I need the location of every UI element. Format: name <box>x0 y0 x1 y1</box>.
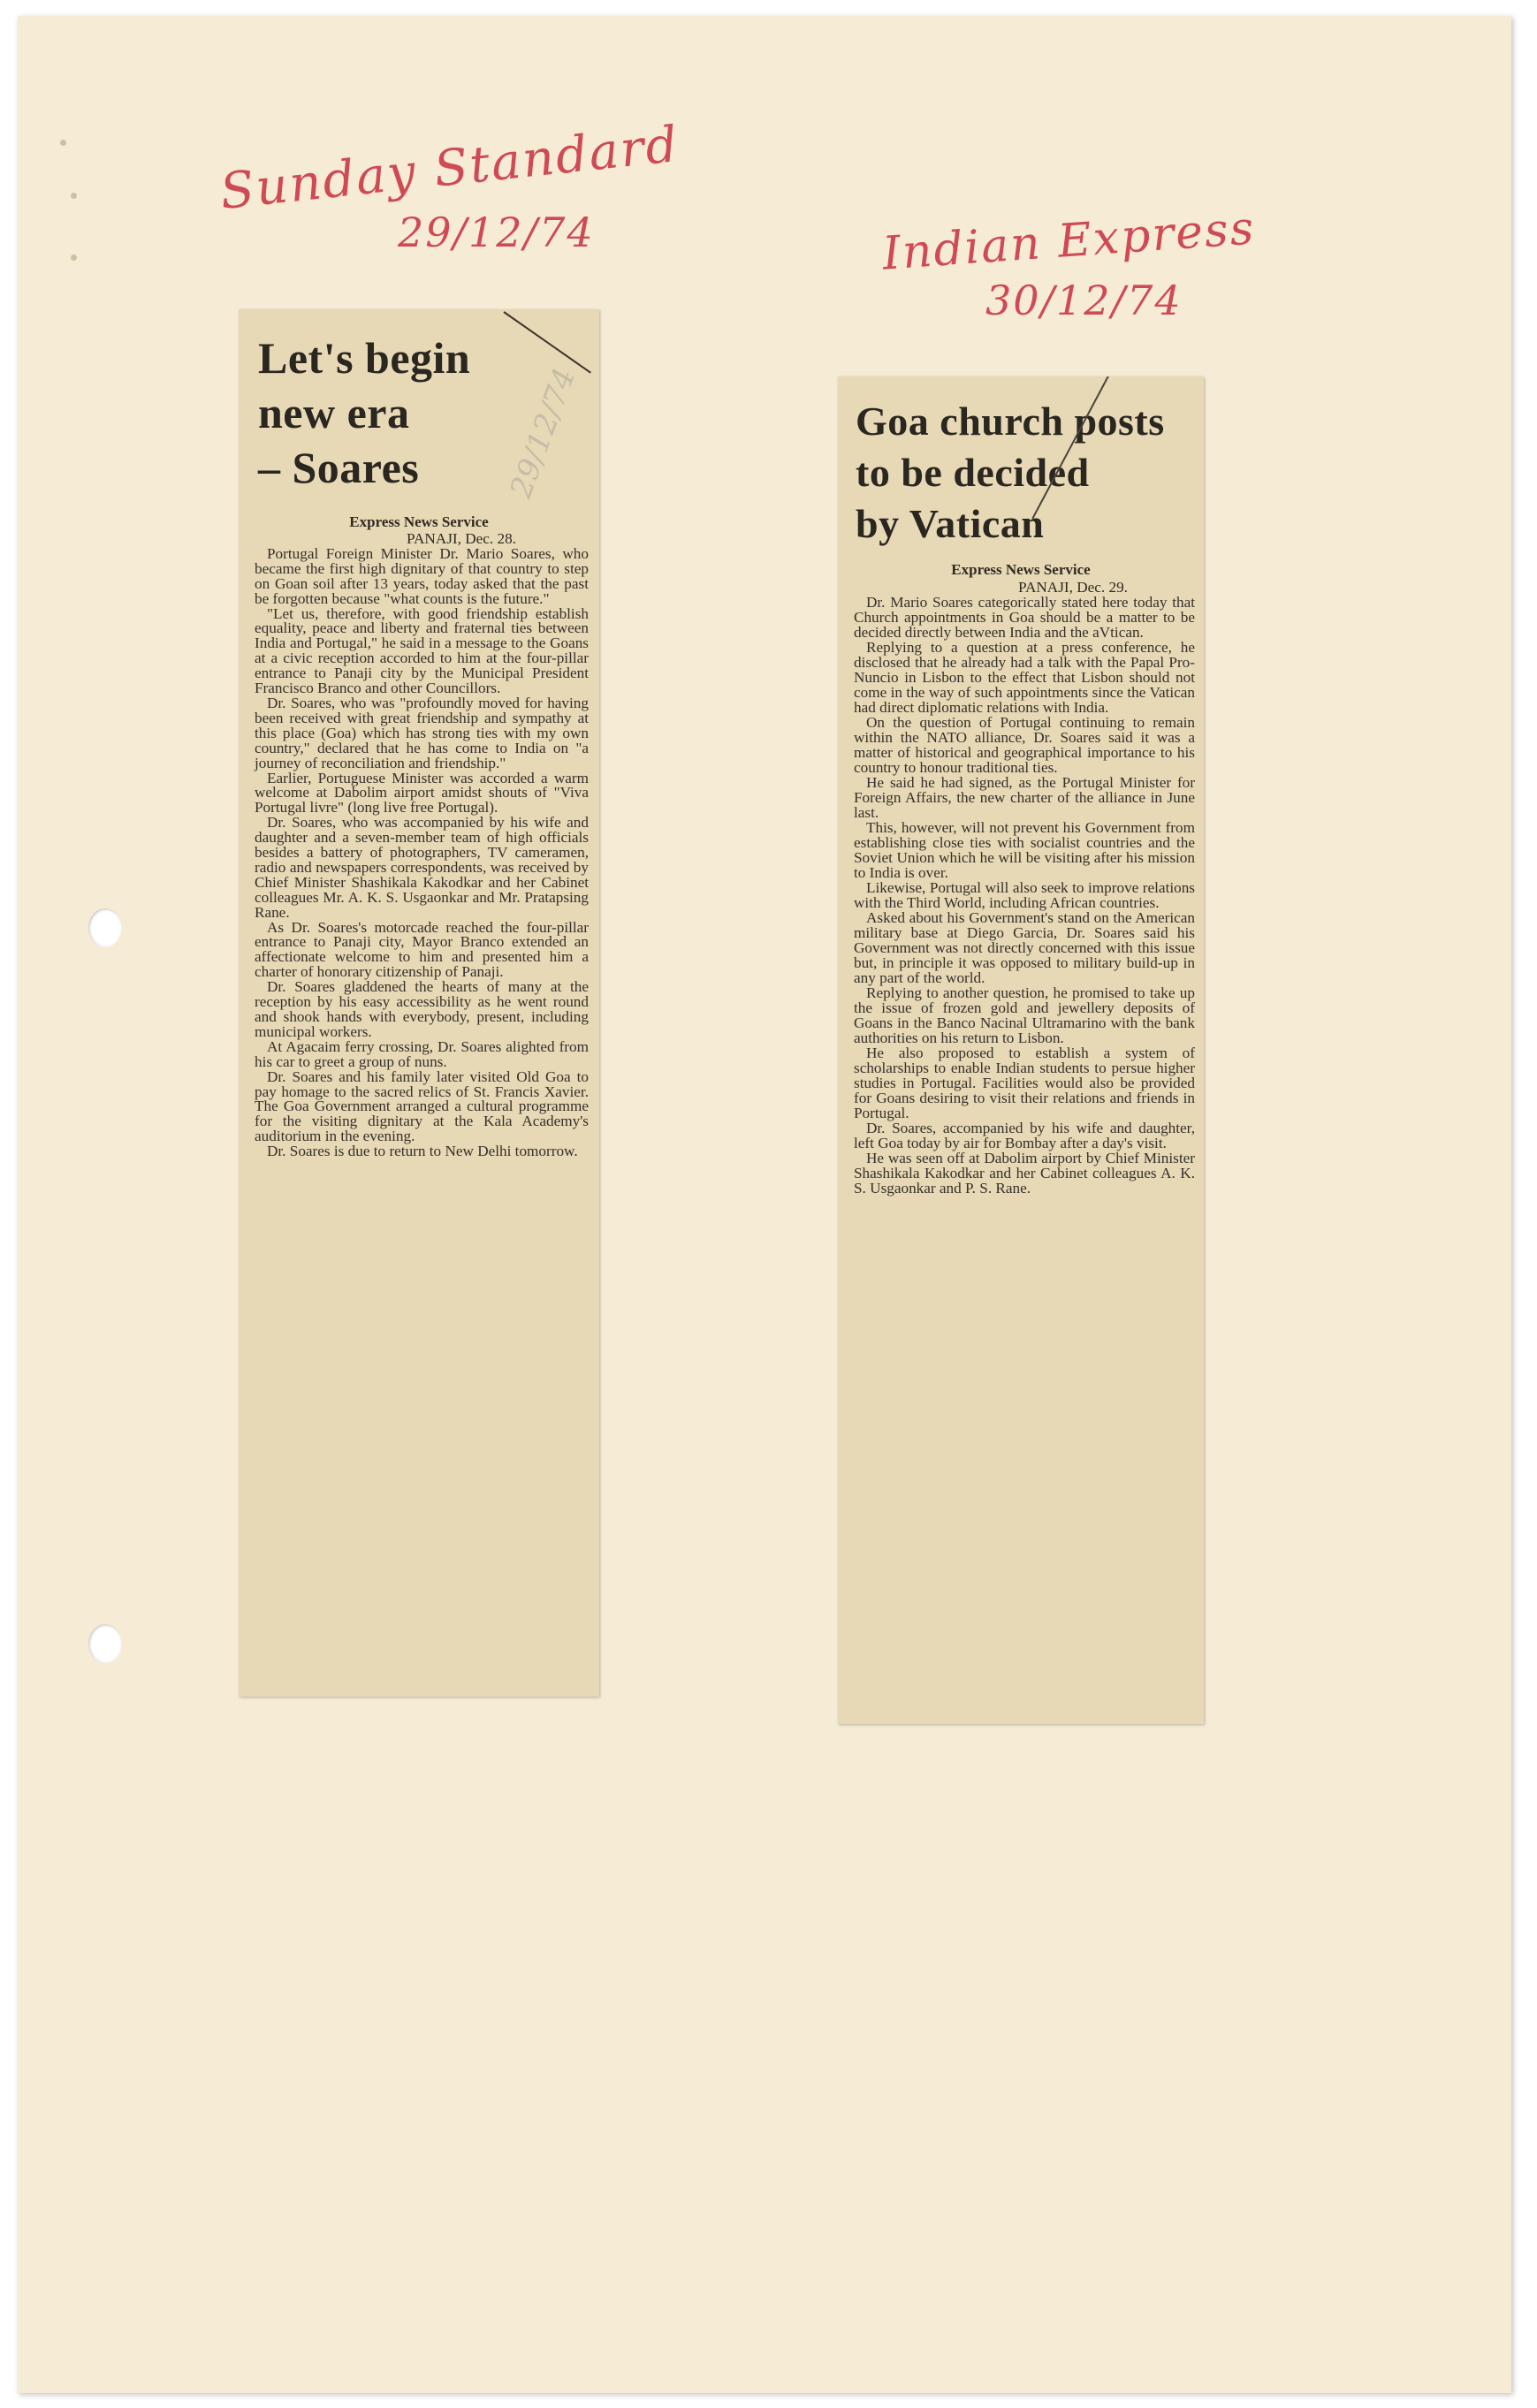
paragraph: He was seen off at Dabolim airport by Chief Minister Shashikala Kakodkar and her Cabinet colleagues A. K. S. Usgaonkar and P. S. Rane. <box>854 1150 1195 1196</box>
handwritten-source-left: Sunday Standard <box>217 115 682 222</box>
margin-mark <box>71 254 77 261</box>
paragraph: Portugal Foreign Minister Dr. Mario Soares, who became the first high dignitary of that country to step on Goan soil after 13 years, today asked that the past be forgotten because "what counts is the future." <box>255 544 589 607</box>
paragraph: Earlier, Portuguese Minister was accorded a warm welcome at Dabolim airport amidst shouts of "Viva Portugal livre" (long live free Portugal). <box>255 769 589 817</box>
paragraph: Dr. Soares, who was "profoundly moved for having been received with great friendship and sympathy at this place (Goa) which has strong ties with my own country," declared that he has come to India on "a journey of reconciliation and friendship." <box>255 694 589 771</box>
headline-line: by Vatican <box>856 501 1045 546</box>
paragraph: He also proposed to establish a system of scholarships to enable Indian students to persue higher studies in Portugal. Facilities would also be provided for Goans desiring to visit their relations and friends in Portugal. <box>854 1044 1195 1121</box>
clipping-left <box>239 309 599 1697</box>
dateline: PANAJI, Dec. 28. <box>407 530 516 547</box>
paragraph: Likewise, Portugal will also seek to improve relations with the Third World, including African countries. <box>854 879 1195 911</box>
paragraph: Dr. Soares, accompanied by his wife and daughter, left Goa today by air for Bombay after a day's visit. <box>854 1120 1195 1151</box>
headline-line: Let's begin <box>258 333 471 383</box>
paragraph: Dr. Soares is due to return to New Delhi tomorrow. <box>267 1143 578 1160</box>
article-body <box>854 580 1195 1196</box>
margin-mark <box>60 140 66 146</box>
paragraph: Dr. Soares gladdened the hearts of many at the reception by his easy accessibility as he went round and shook hands with everybody, present, including municipal workers. <box>255 978 589 1040</box>
paragraph: Dr. Mario Soares categorically stated here today that Church appointments in Goa should be a matter to be decided directly between India and the aVtican. <box>854 594 1195 641</box>
headline-line: to be decided <box>856 450 1090 495</box>
article-body <box>255 532 589 1159</box>
paragraph: Dr. Soares and his family later visited Old Goa to pay homage to the sacred relics of St. Francis Xavier. The Goa Government arranged a cultural programme for the visiting dignitary at the Kala Academy's auditorium in the evening. <box>255 1067 589 1145</box>
handwritten-source-right: Indian Express <box>880 201 1258 281</box>
paragraph: He said he had signed, as the Portugal Minister for Foreign Affairs, the new charter of the alliance in June last. <box>854 774 1195 821</box>
handwritten-margin-note: 29/12/74 <box>503 363 583 503</box>
handwritten-date-left: 29/12/74 <box>398 209 595 256</box>
byline: Express News Service <box>349 513 489 530</box>
byline: Express News Service <box>951 561 1091 578</box>
dateline: PANAJI, Dec. 29. <box>1018 579 1128 596</box>
punch-hole <box>88 908 122 947</box>
clipping-right <box>838 376 1204 1724</box>
paragraph: "Let us, therefore, with good friendship establish equality, peace and liberty and fraternal ties between India and Portugal," he said in a message to the Goans at a civic reception accorded to him at the four-pillar entrance to Panaji city by the Municipal President Francisco Branco and other Councillors. <box>255 604 589 697</box>
margin-mark <box>71 193 77 199</box>
paragraph: On the question of Portugal continuing to remain within the NATO alliance, Dr. Soares said it was a matter of historical and geographical importance to his country to honour traditional ties. <box>854 714 1195 776</box>
paragraph: Replying to another question, he promised to take up the issue of frozen gold and jewellery deposits of Goans in the Banco Nacinal Ultramarino with the bank authorities on his return to Lisbon. <box>854 984 1195 1046</box>
paragraph: At Agacaim ferry crossing, Dr. Soares alighted from his car to greet a group of nuns. <box>255 1037 589 1070</box>
paragraph: This, however, will not prevent his Government from establishing close ties with socialist countries and the Soviet Union which he will be visiting after his mission to India is over. <box>854 819 1195 881</box>
headline-line: new era <box>258 388 410 437</box>
handwritten-date-right: 30/12/74 <box>985 277 1183 324</box>
paragraph: Replying to a question at a press conference, he disclosed that he already had a talk with the Papal Pro-Nuncio in Lisbon to the effect that Lisbon should not come in the way of such appointments since the Vatican had direct diplomatic relations with India. <box>854 639 1195 716</box>
paragraph: Dr. Soares, who was accompanied by his wife and daughter and a seven-member team of high officials besides a battery of photographers, TV cameramen, radio and newspapers correspondents, was received by Chief Minister Shashikala Kakodkar and her Cabinet colleagues Mr. A. K. S. Usgaonkar and Mr. Pratapsing Rane. <box>255 814 589 921</box>
scrapbook-page <box>18 16 1511 2393</box>
paragraph: As Dr. Soares's motorcade reached the four-pillar entrance to Panaji city, Mayor Branco extended an affectionate welcome to him and presented him a charter of honorary citizenship of Panaji. <box>255 918 589 981</box>
punch-hole <box>88 1624 122 1663</box>
headline <box>838 376 1204 550</box>
headline-line: Goa church posts <box>856 399 1165 444</box>
paragraph: Asked about his Government's stand on the American military base at Diego Garcia, Dr. Soares said his Government was not directly concerned with this issue but, in principle it was opposed to military build-up in any part of the world. <box>854 909 1195 986</box>
headline-line: – Soares <box>258 443 420 492</box>
